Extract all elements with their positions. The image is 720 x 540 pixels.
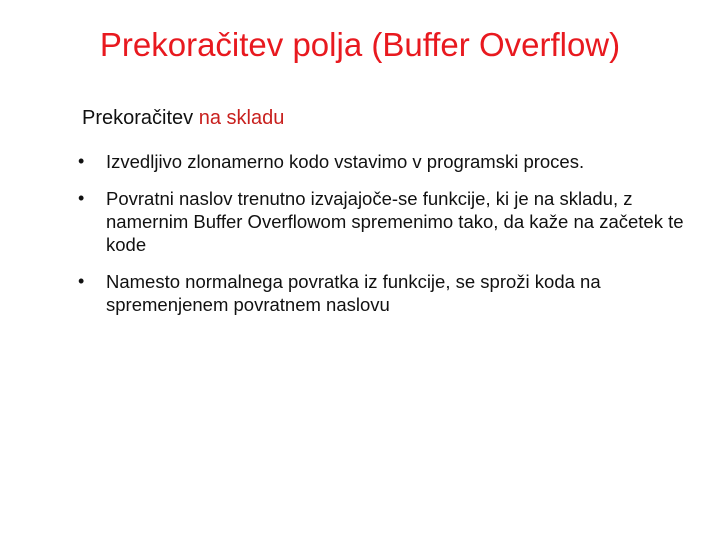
bullet-icon: • [78, 271, 85, 291]
subheading [82, 107, 284, 130]
bullet-list [78, 150, 718, 330]
bullet-item [78, 270, 718, 316]
bullet-text: Namesto normalnega povratka iz funkcije, se sproži koda na spremenjenem povratnem naslovu [106, 271, 601, 315]
bullet-item [78, 150, 718, 173]
bullet-icon: • [78, 188, 85, 208]
subheading-text: Prekoračitev [82, 107, 199, 129]
subheading-accent-text: na skladu [198, 107, 285, 129]
bullet-text: Povratni naslov trenutno izvajajoče-se funkcije, ki je na skladu, z namernim Buffer Overflowom spremenimo tako, da kaže na začetek te kode [106, 188, 684, 255]
bullet-text: Izvedljivo zlonamerno kodo vstavimo v programski proces. [106, 151, 585, 172]
bullet-icon: • [78, 151, 85, 171]
bullet-item [78, 187, 718, 256]
slide-title: Prekoračitev polja (Buffer Overflow) [99, 26, 621, 63]
